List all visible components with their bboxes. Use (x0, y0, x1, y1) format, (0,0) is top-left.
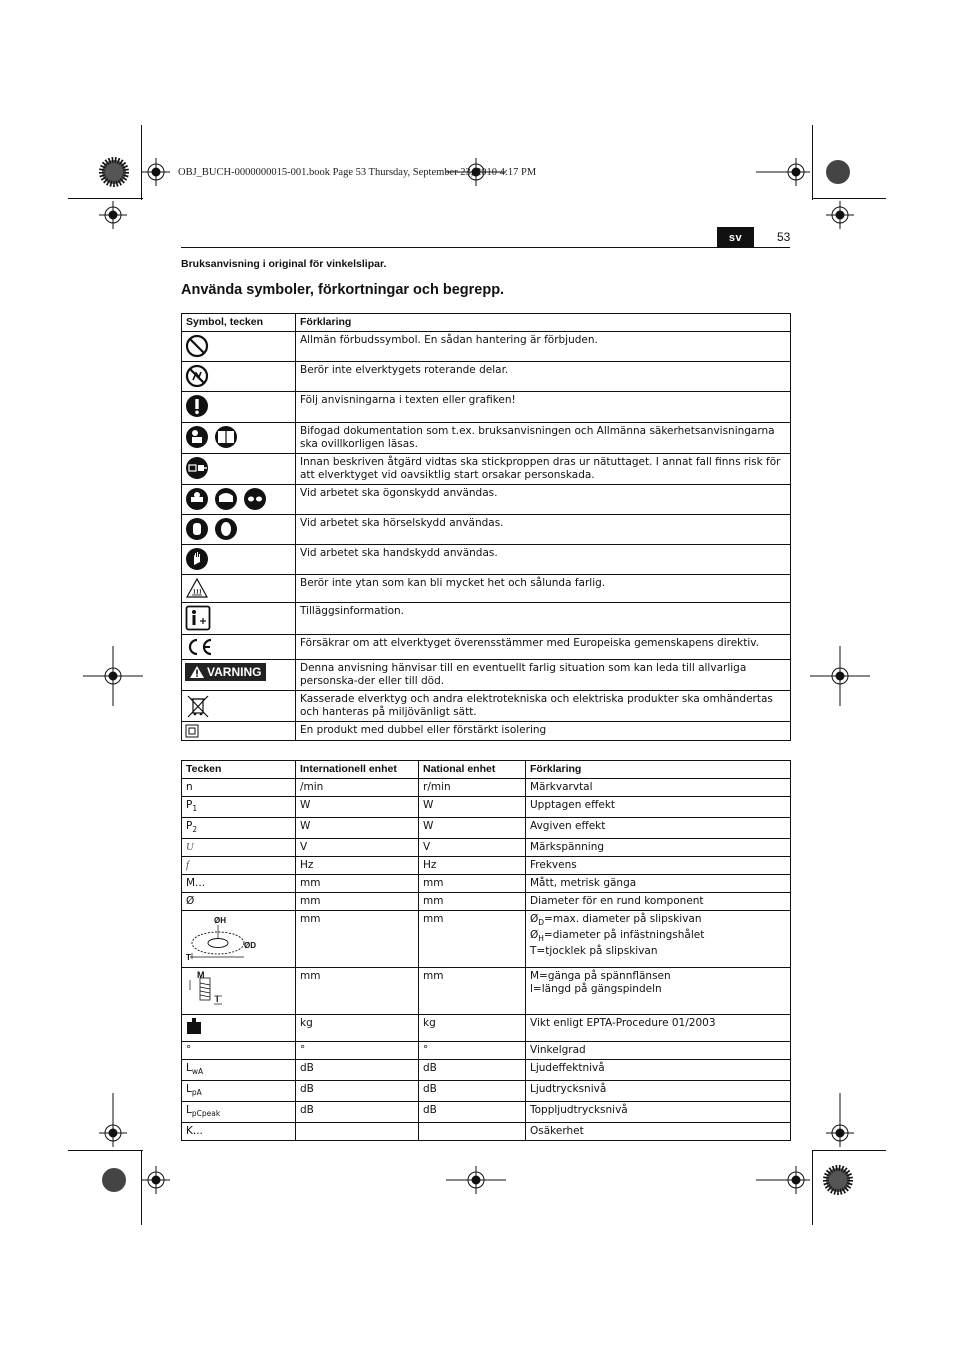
cell-national-unit: W (419, 818, 526, 839)
cell-description: Vikt enligt EPTA-Procedure 01/2003 (526, 1015, 791, 1042)
cell-national-unit: mm (419, 911, 526, 968)
cell-intl-unit: W (296, 797, 419, 818)
warning-triangle-icon (190, 666, 204, 678)
cell-symbol: $P_1$ (182, 797, 296, 818)
table-header-row (182, 314, 791, 332)
cell-symbol: U (182, 839, 296, 857)
cell-description: Ljudeffektnivå (526, 1060, 791, 1081)
cell-national-unit: mm (419, 968, 526, 1015)
cell-intl-unit: mm (296, 911, 419, 968)
cell-description: Mått, metrisk gänga (526, 875, 791, 893)
table-row (182, 1042, 791, 1060)
cell-intl-unit: Hz (296, 857, 419, 875)
table-row (182, 911, 791, 968)
cell-symbol: $L_{pA}$ (182, 1081, 296, 1102)
cell-intl-unit: /min (296, 779, 419, 797)
cell-national-unit: mm (419, 893, 526, 911)
cell-intl-unit: W (296, 818, 419, 839)
row-description: Berör inte ytan som kan bli mycket het och sålunda farlig. (296, 575, 791, 603)
cell-intl-unit: kg (296, 1015, 419, 1042)
table-row (182, 1081, 791, 1102)
cell-description: $Ø_D=\max$. diameter på slipskivan $Ø_H=diameter$ på infästningshålet T=tjocklek på slipskivan (526, 911, 791, 968)
table-row (182, 1123, 791, 1141)
eye-protection-icon (185, 487, 269, 511)
table-row (182, 454, 791, 485)
table-row (182, 660, 791, 691)
cell-intl-unit: mm (296, 968, 419, 1015)
row-description: Denna anvisning hänvisar till en eventuellt farlig situation som kan leda till allvarliga personska-der eller till död. (296, 660, 791, 691)
table-row (182, 392, 791, 423)
weee-bin-icon (185, 693, 211, 719)
table-row (182, 362, 791, 392)
cell-national-unit: kg (419, 1015, 526, 1042)
cell-symbol: M... (182, 875, 296, 893)
table-row (182, 722, 791, 741)
svg-text:l: l (216, 994, 219, 1005)
table-header-row (182, 761, 791, 779)
row-description: Allmän förbudssymbol. En sådan hantering är förbjuden. (296, 332, 791, 362)
cell-intl-unit: dB (296, 1081, 419, 1102)
cell-description: Vinkelgrad (526, 1042, 791, 1060)
cell-description: Ljudtrycksnivå (526, 1081, 791, 1102)
file-info-line: OBJ_BUCH-0000000015-001.book Page 53 Thursday, September 23, 2010 4:17 PM (178, 167, 537, 178)
warning-badge (185, 663, 266, 681)
cell-description: Toppljudtrycksnivå (526, 1102, 791, 1123)
row-description: En produkt med dubbel eller förstärkt isolering (296, 722, 791, 741)
svg-text:M: M (197, 970, 205, 981)
language-tab: sv (717, 227, 754, 248)
table-row (182, 1060, 791, 1081)
cell-description: Märkspänning (526, 839, 791, 857)
cell-national-unit: Hz (419, 857, 526, 875)
row-description: Innan beskriven åtgärd vidtas ska stickproppen dras ur nätuttaget. I annat fall finns risk för att elverktyget vid oavsiktlig start orsakar personskada. (296, 454, 791, 485)
glove-icon (185, 547, 209, 571)
thread-dimensions-icon (186, 970, 226, 1008)
cell-intl-unit: dB (296, 1060, 419, 1081)
cell-description: Avgiven effekt (526, 818, 791, 839)
document-subtitle: Bruksanvisning i original för vinkelslipar. (181, 258, 387, 270)
header-rule (181, 247, 790, 248)
ce-mark-icon (185, 637, 215, 657)
disc-dimensions-icon (186, 913, 262, 961)
cell-intl-unit: mm (296, 875, 419, 893)
cell-description: Upptagen effekt (526, 797, 791, 818)
table-row (182, 779, 791, 797)
table-row (182, 545, 791, 575)
cell-symbol: $L_{pCpeak}$ (182, 1102, 296, 1123)
cell-national-unit: W (419, 797, 526, 818)
row-description: Följ anvisningarna i texten eller grafiken! (296, 392, 791, 423)
cell-intl-unit: V (296, 839, 419, 857)
table-row (182, 818, 791, 839)
info-icon (185, 605, 211, 631)
cell-national-unit: dB (419, 1060, 526, 1081)
column-header: National enhet (419, 761, 526, 779)
cell-symbol (182, 911, 296, 968)
unplug-icon (185, 456, 209, 480)
column-header: Internationell enhet (296, 761, 419, 779)
no-touch-rotating-icon (185, 364, 209, 388)
table-row (182, 332, 791, 362)
table-row (182, 635, 791, 660)
cell-national-unit: dB (419, 1081, 526, 1102)
column-header: Förklaring (526, 761, 791, 779)
row-description: Försäkrar om att elverktyget överensstämmer med Europeiska gemenskapens direktiv. (296, 635, 791, 660)
cell-national-unit (419, 1123, 526, 1141)
row-description: Vid arbetet ska handskydd användas. (296, 545, 791, 575)
cell-intl-unit (296, 1123, 419, 1141)
row-description: Tilläggsinformation. (296, 603, 791, 635)
prohibition-icon (185, 334, 209, 358)
table-row (182, 875, 791, 893)
cell-description: Diameter för en rund komponent (526, 893, 791, 911)
section-title: Använda symboler, förkortningar och begrepp. (181, 282, 505, 298)
table-row (182, 691, 791, 722)
symbols-table (181, 313, 791, 741)
cell-intl-unit: mm (296, 893, 419, 911)
cell-symbol: f (182, 857, 296, 875)
cell-intl-unit: ° (296, 1042, 419, 1060)
svg-text:ØH: ØH (214, 916, 226, 926)
svg-text:ØD: ØD (244, 941, 256, 951)
table-row (182, 1102, 791, 1123)
cell-symbol: Ø (182, 893, 296, 911)
row-description: Berör inte elverktygets roterande delar. (296, 362, 791, 392)
column-header: Tecken (182, 761, 296, 779)
double-insulation-icon (185, 724, 199, 738)
cell-symbol: $L_{wA}$ (182, 1060, 296, 1081)
svg-text:T: T (186, 953, 191, 962)
cell-symbol: $P_2$ (182, 818, 296, 839)
row-description: Kasserade elverktyg och andra elektrotekniska och elektriska produkter ska omhändertas och hanteras på miljövänligt sätt. (296, 691, 791, 722)
ear-protection-icon (185, 517, 239, 541)
row-description: Vid arbetet ska hörselskydd användas. (296, 515, 791, 545)
table-row (182, 857, 791, 875)
cell-symbol (182, 1015, 296, 1042)
table-row (182, 893, 791, 911)
cell-national-unit: r/min (419, 779, 526, 797)
weight-icon (186, 1017, 202, 1035)
table-row (182, 603, 791, 635)
cell-national-unit: dB (419, 1102, 526, 1123)
table-row (182, 1015, 791, 1042)
page-number: 53 (777, 230, 791, 244)
table-row (182, 515, 791, 545)
column-header: Symbol, tecken (182, 314, 296, 332)
row-description: Bifogad dokumentation som t.ex. bruksanvisningen och Allmänna säkerhetsanvisningarna ska ovillkorligen läsas. (296, 423, 791, 454)
row-description: Vid arbetet ska ögonskydd användas. (296, 485, 791, 515)
table-row (182, 575, 791, 603)
cell-symbol: ° (182, 1042, 296, 1060)
table-row (182, 423, 791, 454)
mandatory-exclamation-icon (185, 394, 209, 418)
cell-intl-unit: dB (296, 1102, 419, 1123)
cell-symbol: n (182, 779, 296, 797)
cell-description: Märkvarvtal (526, 779, 791, 797)
cell-national-unit: V (419, 839, 526, 857)
table-row (182, 968, 791, 1015)
cell-description: Frekvens (526, 857, 791, 875)
cell-description: M=gänga på spännflänsen l=längd på gängspindeln (526, 968, 791, 1015)
units-table (181, 760, 791, 1141)
cell-national-unit: mm (419, 875, 526, 893)
table-row (182, 797, 791, 818)
read-manual-icon (185, 425, 239, 449)
cell-symbol: K... (182, 1123, 296, 1141)
warning-badge-label: VARNING (207, 664, 262, 679)
cell-description: Osäkerhet (526, 1123, 791, 1141)
table-row (182, 485, 791, 515)
cell-national-unit: ° (419, 1042, 526, 1060)
column-header: Förklaring (296, 314, 791, 332)
table-row (182, 839, 791, 857)
cell-symbol (182, 968, 296, 1015)
hot-surface-icon (185, 577, 209, 599)
